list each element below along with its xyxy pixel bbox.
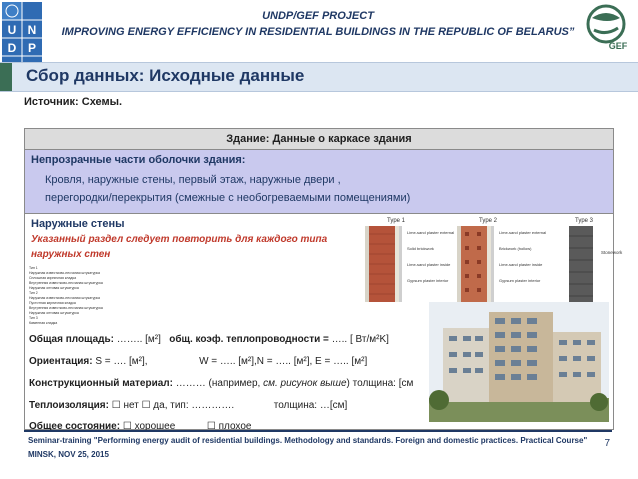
orientation-south[interactable]: S = …. [м²], [95,356,148,367]
title-accent [0,63,12,91]
project-subtitle: IMPROVING ENERGY EFFICIENCY IN RESIDENTIAL BUILDINGS IN THE REPUBLIC OF BELARUS” [61,26,575,38]
type-3-label: Type 3 [575,218,594,224]
building-frame-table [24,128,623,432]
fine-print-line: Каменная кладка [29,321,58,325]
coef-label: общ. коэф. теплопроводности = [169,334,329,345]
type-1-text: Lime-sand plaster inside [407,262,451,267]
orientation-other[interactable]: W = ….. [м²],N = ….. [м²], E = ….. [м²] [199,356,368,367]
undp-letter-p: P [27,41,37,55]
fine-print-line: Внутренняя известково-песчаная штукатурка [29,281,103,285]
project-header [48,10,588,38]
type-1-text: Lime-sand plaster external [407,230,455,235]
walls-note-1: Указанный раздел следует повторить для каждого типа [31,234,328,245]
wall-types-fine-print [29,266,179,326]
source-value: Схемы. [81,96,123,108]
insulation-yes-checkbox[interactable]: ☐ да, тип: …………. [141,400,235,411]
material-value[interactable]: ……… (например, [175,378,264,389]
type-2-label: Type 2 [479,218,498,224]
coef-value[interactable]: ….. [ Вт/м²K] [331,334,389,345]
type-1-label: Type 1 [387,218,406,224]
condition-bad-checkbox[interactable]: ☐ плохое [206,421,252,432]
opaque-heading: Непрозрачные части оболочки здания: [31,154,246,166]
insulation-label: Теплоизоляция: [29,400,109,411]
fine-print-line: Тип 1 [29,266,38,270]
footer-seminar: Seminar-training "Performing energy audit of residential buildings. Methodology and standards. Foreign and domestic practices. Practical Course" [28,436,588,445]
slide-title-bar [0,62,638,92]
opaque-line-2: перегородки/перекрытия (смежные с необогреваемыми помещениями) [45,192,411,204]
area-value[interactable]: …….. [м²] [116,334,161,345]
fine-print-line: Наружная известково-песчаная штукатурка [29,271,100,275]
material-line [29,378,413,389]
slide-title: Сбор данных: Исходные данные [26,66,305,85]
type-1-text: Solid brickwork [407,246,434,251]
fine-print-line: Тип 3 [29,316,38,320]
table-header: Здание: Данные о каркасе здания [25,129,613,150]
area-label: Общая площадь: [29,334,115,345]
page-number: 7 [604,438,610,449]
fine-print-line: Внутренняя известково-песчаная штукатурка [29,306,103,310]
type-2-text: Brickwork (hollow) [499,246,532,251]
undp-letter-d: D [7,41,17,55]
insulation-no-checkbox[interactable]: ☐ нет [111,400,139,411]
undp-letter-n: N [27,23,37,37]
fine-print-line: Наружная оптовая штукатурка [29,286,79,290]
walls-note-2: наружных стен [31,249,111,260]
slide-footer [24,430,612,459]
opaque-parts-row [25,150,613,214]
type-1-text: Gypsum plaster interior [407,278,449,283]
fine-print-line: Сплошная кирпичная кладка [29,276,77,280]
type-2-text: Lime-sand plaster external [499,230,547,235]
walls-heading: Наружные стены [31,218,125,230]
opaque-line-1: Кровля, наружные стены, первый этаж, наружные двери , [45,174,341,186]
building-photo [429,302,609,422]
type-2-text: Gypsum plaster interior [499,278,541,283]
footer-location-date: MINSK, NOV 25, 2015 [28,450,109,459]
material-label: Конструкционный материал: [29,378,173,389]
fine-print-line: Наружная оптовая штукатурка [29,311,79,315]
project-title: UNDP/GEF PROJECT [262,10,374,22]
insulation-line [29,400,347,411]
type-3-text: Stonework [601,250,623,255]
external-walls-row [25,214,623,432]
orientation-label: Ориентация: [29,356,93,367]
gef-text: GEF [608,41,628,51]
undp-letter-u: U [7,23,17,37]
insulation-thickness[interactable]: толщина: …[см] [273,400,348,411]
material-thickness[interactable]: ) толщина: [см [346,378,414,389]
condition-good-checkbox[interactable]: ☐ хорошее [122,421,176,432]
source-label: Источник: [24,96,79,108]
wall-types-diagram [361,214,637,306]
fine-print-line: Пустотная кирпичная кладка [29,301,76,305]
area-line [29,334,389,345]
condition-label: Общее состояние: [29,421,121,432]
orientation-line [29,356,367,367]
fine-print-line: Тип 2 [29,291,38,295]
type-2-text: Lime-sand plaster inside [499,262,543,267]
gef-logo [578,2,634,52]
material-hint: см. рисунок выше [263,378,347,389]
fine-print-line: Наружная известково-песчаная штукатурка [29,296,100,300]
source-line [24,96,122,108]
